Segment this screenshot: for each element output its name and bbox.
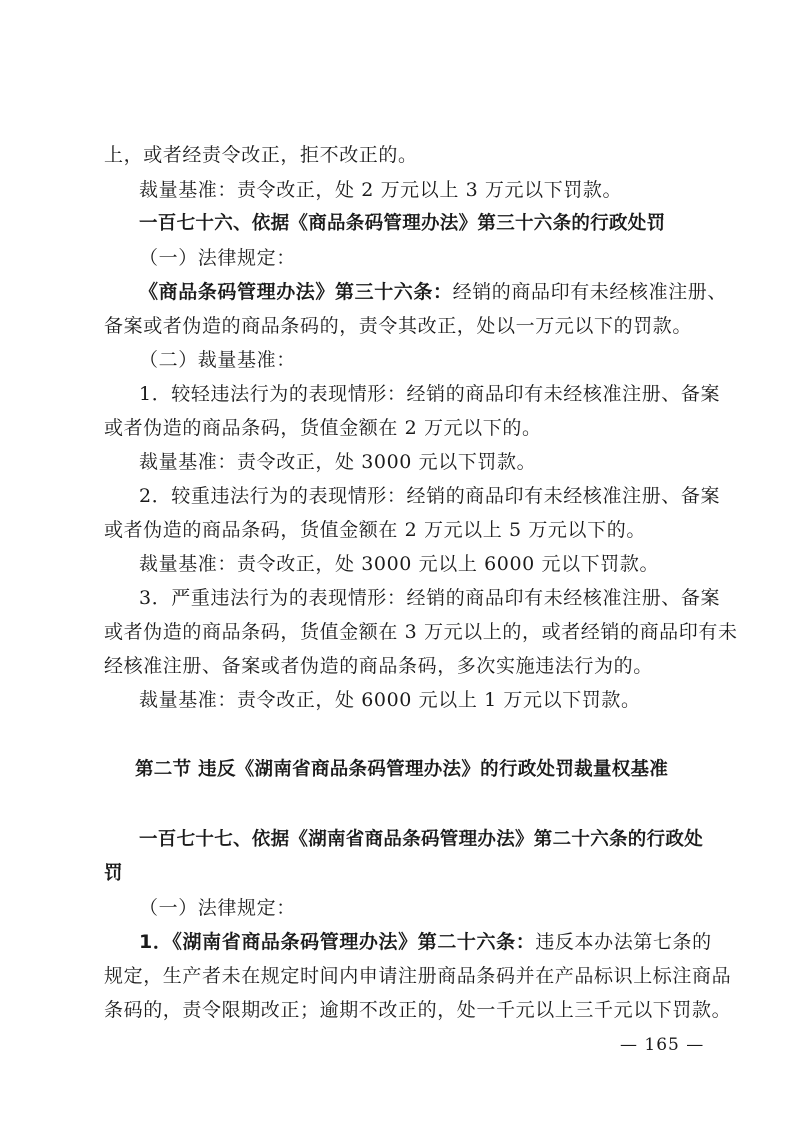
text-line: 1．较轻违法行为的表现情形：经销的商品印有未经核准注册、备案 xyxy=(139,383,721,405)
text-line: 裁量基准：责令改正，处 3000 元以上 6000 元以下罚款。 xyxy=(139,553,660,575)
text-line: 条码的，责令限期改正；逾期不改正的，处一千元以上三千元以下罚款。 xyxy=(104,999,732,1021)
text-line xyxy=(139,930,712,954)
text-line: 或者伪造的商品条码，货值金额在 3 万元以上的，或者经销的商品印有未 xyxy=(104,621,738,643)
page-number: — 165 — xyxy=(620,1035,705,1055)
law-citation: 《商品条码管理办法》第三十六条： xyxy=(139,281,453,303)
text-line: 3．严重违法行为的表现情形：经销的商品印有未经核准注册、备案 xyxy=(139,587,721,609)
text-line xyxy=(139,280,728,304)
article-heading-continued: 罚 xyxy=(104,863,123,884)
text-line: 2．较重违法行为的表现情形：经销的商品印有未经核准注册、备案 xyxy=(139,485,721,507)
text-line: 裁量基准：责令改正，处 3000 元以下罚款。 xyxy=(139,451,537,473)
section-heading: 第二节 违反《湖南省商品条码管理办法》的行政处罚裁量权基准 xyxy=(135,759,669,780)
text-line: 或者伪造的商品条码，货值金额在 2 万元以下的。 xyxy=(104,417,542,439)
subheading: （二）裁量基准： xyxy=(139,349,296,371)
law-text: 违反本办法第七条的 xyxy=(535,931,712,953)
law-citation: 1．《湖南省商品条码管理办法》第二十六条： xyxy=(139,931,536,953)
text-line: 经核准注册、备案或者伪造的商品条码，多次实施违法行为的。 xyxy=(104,655,653,677)
law-text: 经销的商品印有未经核准注册、 xyxy=(452,281,728,303)
article-heading: 一百七十七、依据《湖南省商品条码管理办法》第二十六条的行政处 xyxy=(139,829,704,850)
subheading: （一）法律规定： xyxy=(139,247,296,269)
text-line: 或者伪造的商品条码，货值金额在 2 万元以上 5 万元以下的。 xyxy=(104,519,646,541)
text-line: 裁量基准：责令改正，处 6000 元以上 1 万元以下罚款。 xyxy=(139,689,641,711)
text-line: 上，或者经责令改正，拒不改正的。 xyxy=(104,144,418,166)
article-heading: 一百七十六、依据《商品条码管理办法》第三十六条的行政处罚 xyxy=(139,213,666,234)
text-line: 备案或者伪造的商品条码的，责令其改正，处以一万元以下的罚款。 xyxy=(104,315,693,337)
text-line: 裁量基准：责令改正，处 2 万元以上 3 万元以下罚款。 xyxy=(139,179,623,201)
text-line: 规定，生产者未在规定时间内申请注册商品条码并在产品标识上标注商品 xyxy=(104,965,732,987)
subheading: （一）法律规定： xyxy=(139,897,296,919)
